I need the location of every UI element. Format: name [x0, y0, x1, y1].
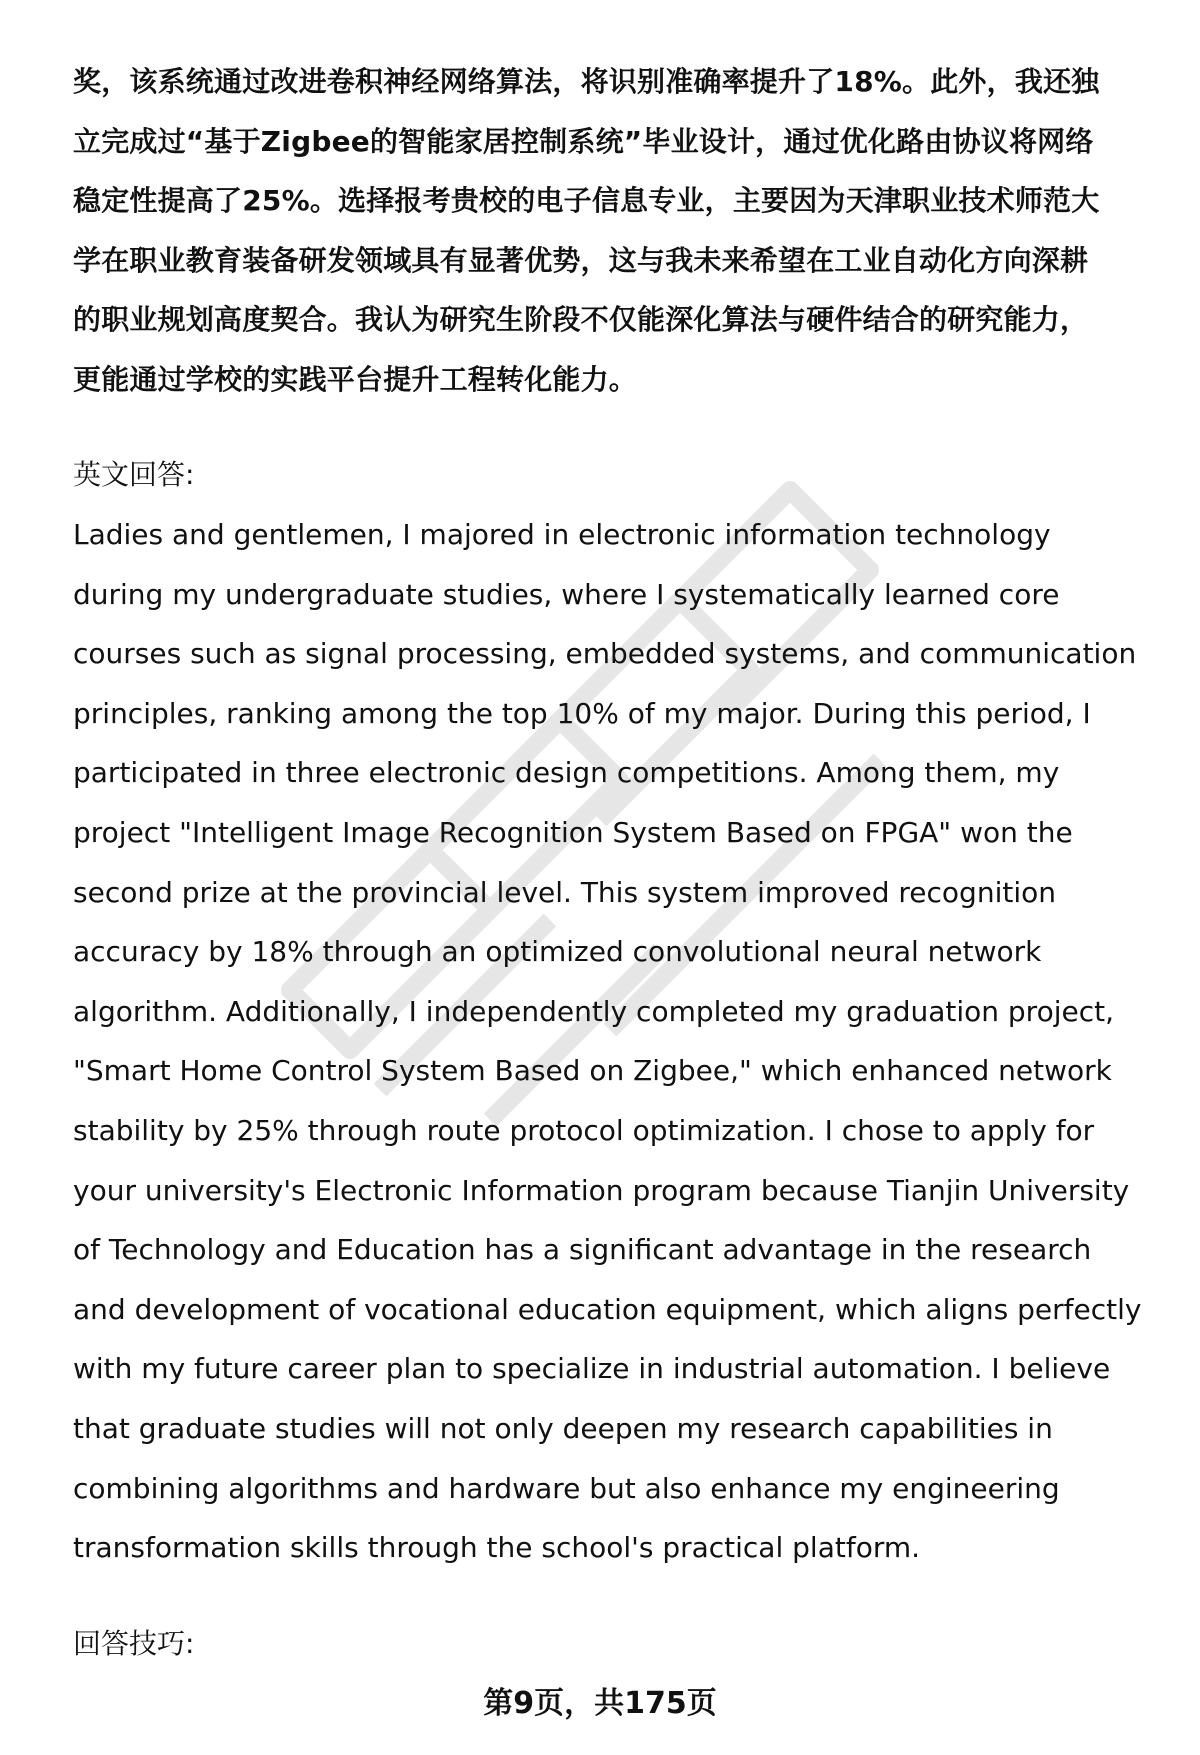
- chinese-line: 立完成过“基于Zigbee的智能家居控制系统”毕业设计，通过优化路由协议将网络: [73, 124, 1094, 158]
- english-line: and development of vocational education equipment, which aligns perfectly: [73, 1292, 1142, 1326]
- english-line: accuracy by 18% through an optimized convolutional neural network: [73, 935, 1042, 969]
- english-answer-paragraph: [73, 505, 1153, 1578]
- english-line: transformation skills through the school's practical platform.: [73, 1531, 921, 1565]
- document-page: [73, 52, 1153, 1674]
- english-line: "Smart Home Control System Based on Zigbee," which enhanced network: [73, 1054, 1112, 1088]
- english-answer-label: 英文回答:: [73, 458, 195, 491]
- english-line: principles, ranking among the top 10% of my major. During this period, I: [73, 696, 1091, 730]
- answer-tips-label: 回答技巧:: [73, 1626, 195, 1660]
- english-line: algorithm. Additionally, I independently completed my graduation project,: [73, 994, 1114, 1028]
- english-line: stability by 25% through route protocol optimization. I chose to apply for: [73, 1113, 1095, 1147]
- english-line: with my future career plan to specialize in industrial automation. I believe: [73, 1352, 1111, 1386]
- english-line: participated in three electronic design competitions. Among them, my: [73, 756, 1060, 790]
- english-line: during my undergraduate studies, where I systematically learned core: [73, 577, 1060, 611]
- chinese-paragraph: [73, 52, 1153, 409]
- chinese-line: 稳定性提高了25%。选择报考贵校的电子信息专业，主要因为天津职业技术师范大: [73, 184, 1100, 217]
- chinese-line: 的职业规划高度契合。我认为研究生阶段不仅能深化算法与硬件结合的研究能力，: [73, 303, 1089, 336]
- english-line: that graduate studies will not only deepen my research capabilities in: [73, 1411, 1053, 1445]
- english-line: your university's Electronic Information program because Tianjin University: [73, 1173, 1130, 1207]
- chinese-line: 更能通过学校的实践平台提升工程转化能力。: [73, 362, 638, 396]
- english-line: Ladies and gentlemen, I majored in electronic information technology: [73, 518, 1051, 551]
- chinese-line: 学在职业教育装备研发领域具有显著优势，这与我未来希望在工业自动化方向深耕: [73, 243, 1089, 277]
- page-indicator: 第9页，共175页: [483, 1686, 717, 1721]
- english-line: courses such as signal processing, embedded systems, and communication: [73, 637, 1137, 671]
- english-line: combining algorithms and hardware but also enhance my engineering: [73, 1471, 1060, 1505]
- english-line: of Technology and Education has a significant advantage in the research: [73, 1233, 1092, 1267]
- english-line: second prize at the provincial level. This system improved recognition: [73, 875, 1056, 909]
- english-line: project "Intelligent Image Recognition System Based on FPGA" won the: [73, 815, 1073, 849]
- chinese-line: 奖，该系统通过改进卷积神经网络算法，将识别准确率提升了18%。此外，我还独: [73, 65, 1100, 98]
